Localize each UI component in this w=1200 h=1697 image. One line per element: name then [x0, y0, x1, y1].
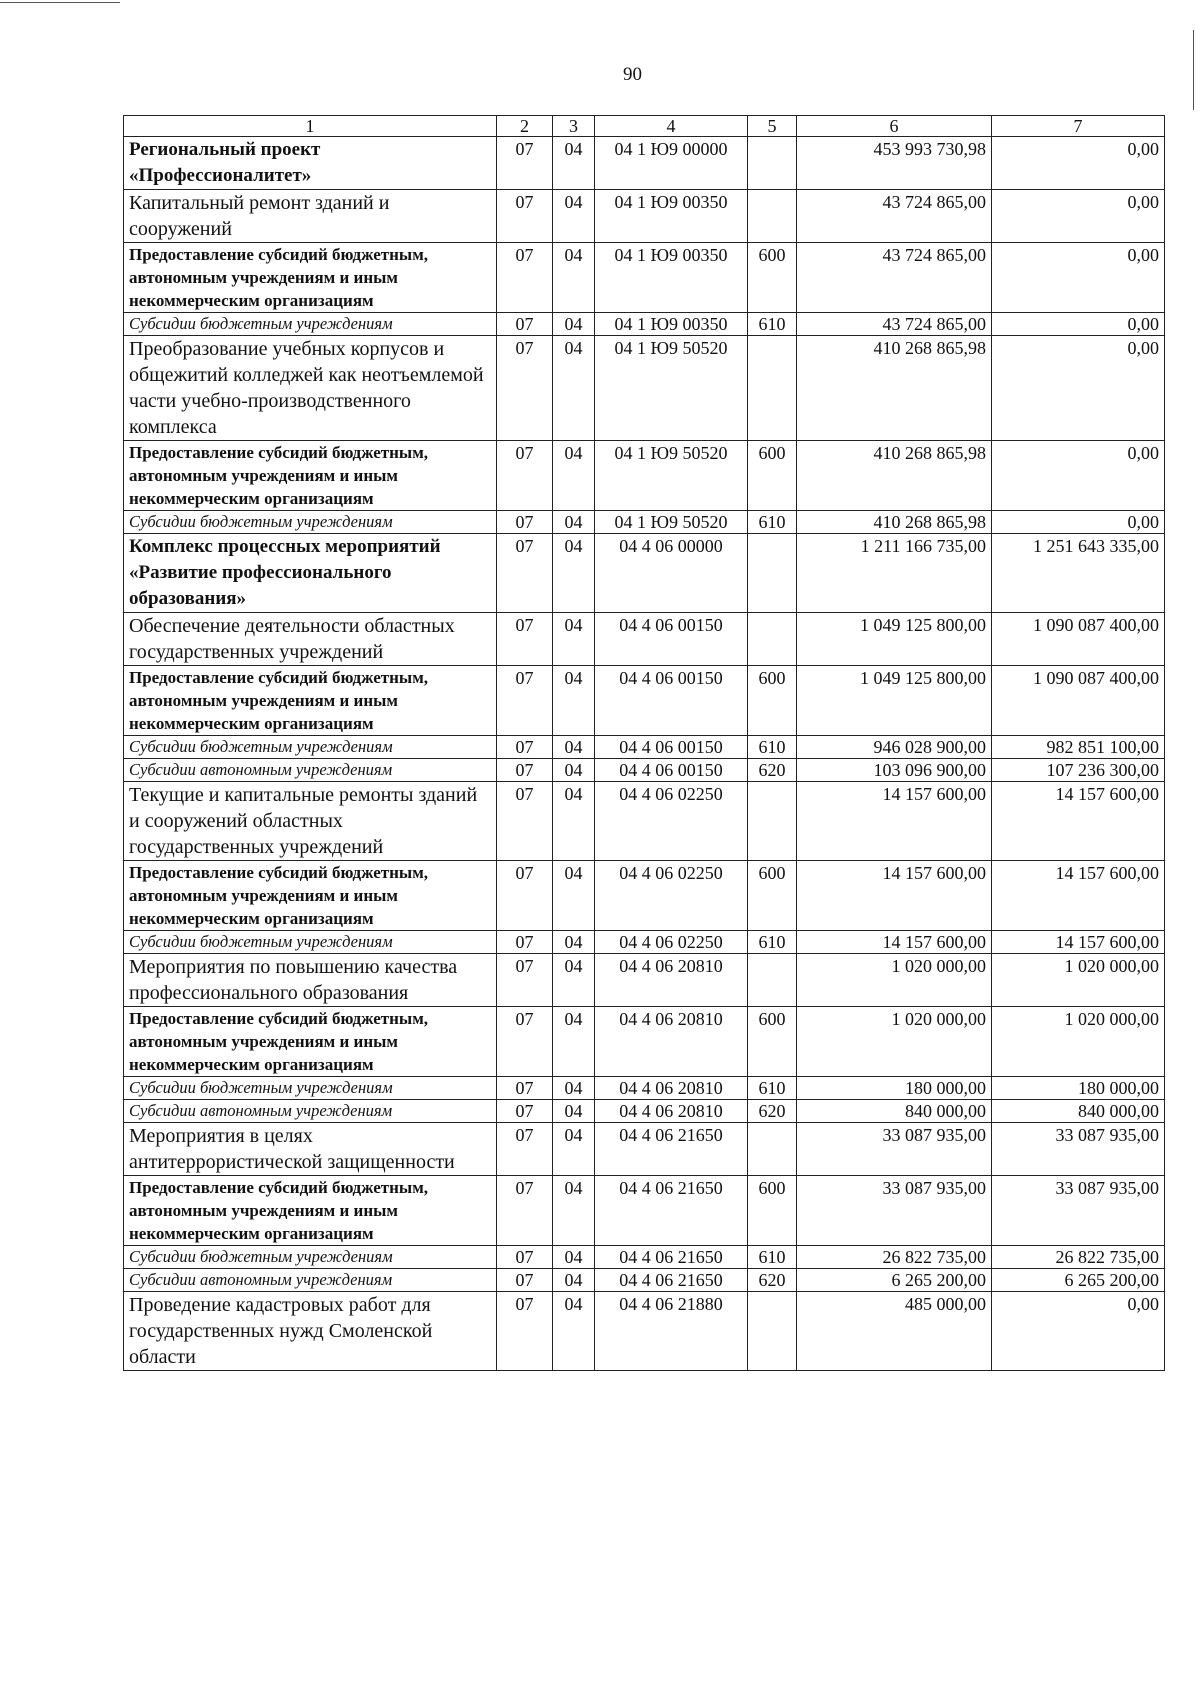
- section-code-cell: 07: [497, 190, 553, 243]
- table-row: [124, 511, 1165, 534]
- table-body: [124, 137, 1165, 1371]
- amount-cell: 1 020 000,00: [992, 1007, 1165, 1077]
- expense-type-cell: [748, 534, 797, 613]
- table-row: [124, 441, 1165, 511]
- amount-cell: 180 000,00: [797, 1077, 992, 1100]
- subsection-code-cell: 04: [553, 861, 595, 931]
- expense-type-cell: 610: [748, 931, 797, 954]
- subsection-code-cell: 04: [553, 954, 595, 1007]
- amount-cell: 410 268 865,98: [797, 336, 992, 441]
- amount-cell: 33 087 935,00: [797, 1176, 992, 1246]
- row-name-cell: Предоставление субсидий бюджетным, автономным учреждениям и иным некоммерческим организациям: [124, 441, 497, 511]
- amount-cell: 1 020 000,00: [992, 954, 1165, 1007]
- amount-cell: 0,00: [992, 511, 1165, 534]
- amount-cell: 1 049 125 800,00: [797, 666, 992, 736]
- target-article-cell: 04 1 Ю9 00350: [595, 190, 748, 243]
- target-article-cell: 04 4 06 21650: [595, 1269, 748, 1292]
- amount-cell: 107 236 300,00: [992, 759, 1165, 782]
- column-header: 6: [797, 116, 992, 137]
- amount-cell: 14 157 600,00: [992, 931, 1165, 954]
- section-code-cell: 07: [497, 666, 553, 736]
- subsection-code-cell: 04: [553, 313, 595, 336]
- section-code-cell: 07: [497, 1100, 553, 1123]
- row-name-cell: Мероприятия по повышению качества профессионального образования: [124, 954, 497, 1007]
- row-name-cell: Субсидии бюджетным учреждениям: [124, 736, 497, 759]
- expense-type-cell: 610: [748, 1246, 797, 1269]
- table-row: [124, 137, 1165, 190]
- expense-type-cell: [748, 782, 797, 861]
- subsection-code-cell: 04: [553, 1100, 595, 1123]
- target-article-cell: 04 1 Ю9 00000: [595, 137, 748, 190]
- section-code-cell: 07: [497, 1176, 553, 1246]
- target-article-cell: 04 4 06 20810: [595, 1077, 748, 1100]
- target-article-cell: 04 4 06 02250: [595, 861, 748, 931]
- expense-type-cell: [748, 1123, 797, 1176]
- column-header: 4: [595, 116, 748, 137]
- section-code-cell: 07: [497, 1007, 553, 1077]
- row-name-cell: Капитальный ремонт зданий и сооружений: [124, 190, 497, 243]
- expense-type-cell: 600: [748, 441, 797, 511]
- table-row: [124, 666, 1165, 736]
- subsection-code-cell: 04: [553, 1123, 595, 1176]
- section-code-cell: 07: [497, 441, 553, 511]
- amount-cell: 982 851 100,00: [992, 736, 1165, 759]
- subsection-code-cell: 04: [553, 759, 595, 782]
- subsection-code-cell: 04: [553, 736, 595, 759]
- amount-cell: 0,00: [992, 313, 1165, 336]
- table-row: [124, 1007, 1165, 1077]
- section-code-cell: 07: [497, 313, 553, 336]
- amount-cell: 0,00: [992, 190, 1165, 243]
- amount-cell: 6 265 200,00: [797, 1269, 992, 1292]
- amount-cell: 26 822 735,00: [797, 1246, 992, 1269]
- row-name-cell: Субсидии автономным учреждениям: [124, 759, 497, 782]
- section-code-cell: 07: [497, 1292, 553, 1371]
- amount-cell: 14 157 600,00: [992, 782, 1165, 861]
- amount-cell: 33 087 935,00: [797, 1123, 992, 1176]
- amount-cell: 0,00: [992, 441, 1165, 511]
- subsection-code-cell: 04: [553, 613, 595, 666]
- target-article-cell: 04 4 06 20810: [595, 1100, 748, 1123]
- amount-cell: 840 000,00: [992, 1100, 1165, 1123]
- table-row: [124, 861, 1165, 931]
- page-number: 90: [623, 64, 642, 85]
- amount-cell: 1 090 087 400,00: [992, 613, 1165, 666]
- row-name-cell: Субсидии бюджетным учреждениям: [124, 1077, 497, 1100]
- expense-type-cell: 620: [748, 1100, 797, 1123]
- target-article-cell: 04 1 Ю9 00350: [595, 313, 748, 336]
- section-code-cell: 07: [497, 243, 553, 313]
- table-row: [124, 736, 1165, 759]
- table-row: [124, 1292, 1165, 1371]
- column-header: 7: [992, 116, 1165, 137]
- section-code-cell: 07: [497, 534, 553, 613]
- row-name-cell: Региональный проект «Профессионалитет»: [124, 137, 497, 190]
- target-article-cell: 04 4 06 00150: [595, 613, 748, 666]
- subsection-code-cell: 04: [553, 511, 595, 534]
- amount-cell: 43 724 865,00: [797, 313, 992, 336]
- subsection-code-cell: 04: [553, 1176, 595, 1246]
- expense-type-cell: 600: [748, 1176, 797, 1246]
- row-name-cell: Предоставление субсидий бюджетным, автономным учреждениям и иным некоммерческим организациям: [124, 666, 497, 736]
- amount-cell: 1 251 643 335,00: [992, 534, 1165, 613]
- subsection-code-cell: 04: [553, 1077, 595, 1100]
- target-article-cell: 04 4 06 00000: [595, 534, 748, 613]
- amount-cell: 33 087 935,00: [992, 1176, 1165, 1246]
- table-row: [124, 336, 1165, 441]
- column-header: 1: [124, 116, 497, 137]
- target-article-cell: 04 4 06 20810: [595, 954, 748, 1007]
- target-article-cell: 04 4 06 02250: [595, 931, 748, 954]
- subsection-code-cell: 04: [553, 1292, 595, 1371]
- table-row: [124, 243, 1165, 313]
- expense-type-cell: 600: [748, 243, 797, 313]
- subsection-code-cell: 04: [553, 534, 595, 613]
- table-row: [124, 534, 1165, 613]
- section-code-cell: 07: [497, 1123, 553, 1176]
- scan-edge-mark: [0, 2, 120, 3]
- subsection-code-cell: 04: [553, 243, 595, 313]
- budget-table: [123, 115, 1165, 1371]
- row-name-cell: Проведение кадастровых работ для государственных нужд Смоленской области: [124, 1292, 497, 1371]
- section-code-cell: 07: [497, 736, 553, 759]
- amount-cell: 43 724 865,00: [797, 243, 992, 313]
- amount-cell: 14 157 600,00: [797, 782, 992, 861]
- table-row: [124, 1123, 1165, 1176]
- row-name-cell: Обеспечение деятельности областных государственных учреждений: [124, 613, 497, 666]
- target-article-cell: 04 4 06 20810: [595, 1007, 748, 1077]
- section-code-cell: 07: [497, 759, 553, 782]
- expense-type-cell: 610: [748, 511, 797, 534]
- row-name-cell: Комплекс процессных мероприятий «Развитие профессионального образования»: [124, 534, 497, 613]
- subsection-code-cell: 04: [553, 336, 595, 441]
- amount-cell: 180 000,00: [992, 1077, 1165, 1100]
- amount-cell: 1 211 166 735,00: [797, 534, 992, 613]
- expense-type-cell: [748, 336, 797, 441]
- row-name-cell: Преобразование учебных корпусов и общежитий колледжей как неотъемлемой части учебно-производственного комплекса: [124, 336, 497, 441]
- target-article-cell: 04 4 06 00150: [595, 759, 748, 782]
- column-header: 3: [553, 116, 595, 137]
- expense-type-cell: [748, 190, 797, 243]
- section-code-cell: 07: [497, 1246, 553, 1269]
- target-article-cell: 04 4 06 02250: [595, 782, 748, 861]
- amount-cell: 0,00: [992, 137, 1165, 190]
- table-row: [124, 1246, 1165, 1269]
- target-article-cell: 04 4 06 21650: [595, 1176, 748, 1246]
- expense-type-cell: 600: [748, 666, 797, 736]
- row-name-cell: Субсидии автономным учреждениям: [124, 1100, 497, 1123]
- expense-type-cell: [748, 1292, 797, 1371]
- target-article-cell: 04 1 Ю9 50520: [595, 336, 748, 441]
- amount-cell: 453 993 730,98: [797, 137, 992, 190]
- table-row: [124, 954, 1165, 1007]
- target-article-cell: 04 4 06 00150: [595, 666, 748, 736]
- amount-cell: 33 087 935,00: [992, 1123, 1165, 1176]
- subsection-code-cell: 04: [553, 1007, 595, 1077]
- subsection-code-cell: 04: [553, 666, 595, 736]
- section-code-cell: 07: [497, 336, 553, 441]
- row-name-cell: Субсидии бюджетным учреждениям: [124, 931, 497, 954]
- table-row: [124, 190, 1165, 243]
- row-name-cell: Предоставление субсидий бюджетным, автономным учреждениям и иным некоммерческим организациям: [124, 1007, 497, 1077]
- subsection-code-cell: 04: [553, 1269, 595, 1292]
- target-article-cell: 04 1 Ю9 00350: [595, 243, 748, 313]
- table-row: [124, 782, 1165, 861]
- expense-type-cell: 610: [748, 1077, 797, 1100]
- column-header: 2: [497, 116, 553, 137]
- amount-cell: 485 000,00: [797, 1292, 992, 1371]
- table-row: [124, 1077, 1165, 1100]
- row-name-cell: Субсидии бюджетным учреждениям: [124, 511, 497, 534]
- subsection-code-cell: 04: [553, 441, 595, 511]
- table-row: [124, 1100, 1165, 1123]
- row-name-cell: Предоставление субсидий бюджетным, автономным учреждениям и иным некоммерческим организациям: [124, 1176, 497, 1246]
- row-name-cell: Предоставление субсидий бюджетным, автономным учреждениям и иным некоммерческим организациям: [124, 243, 497, 313]
- row-name-cell: Мероприятия в целях антитеррористической защищенности: [124, 1123, 497, 1176]
- amount-cell: 14 157 600,00: [797, 931, 992, 954]
- section-code-cell: 07: [497, 782, 553, 861]
- subsection-code-cell: 04: [553, 782, 595, 861]
- amount-cell: 0,00: [992, 336, 1165, 441]
- amount-cell: 1 090 087 400,00: [992, 666, 1165, 736]
- amount-cell: 1 049 125 800,00: [797, 613, 992, 666]
- target-article-cell: 04 1 Ю9 50520: [595, 511, 748, 534]
- row-name-cell: Текущие и капитальные ремонты зданий и сооружений областных государственных учреждений: [124, 782, 497, 861]
- table-row: [124, 613, 1165, 666]
- amount-cell: 946 028 900,00: [797, 736, 992, 759]
- row-name-cell: Субсидии бюджетным учреждениям: [124, 313, 497, 336]
- amount-cell: 840 000,00: [797, 1100, 992, 1123]
- table-header-row: [124, 116, 1165, 137]
- amount-cell: 14 157 600,00: [992, 861, 1165, 931]
- table-row: [124, 1176, 1165, 1246]
- amount-cell: 410 268 865,98: [797, 441, 992, 511]
- target-article-cell: 04 4 06 21650: [595, 1246, 748, 1269]
- table-row: [124, 313, 1165, 336]
- target-article-cell: 04 4 06 21880: [595, 1292, 748, 1371]
- amount-cell: 0,00: [992, 1292, 1165, 1371]
- subsection-code-cell: 04: [553, 931, 595, 954]
- amount-cell: 410 268 865,98: [797, 511, 992, 534]
- section-code-cell: 07: [497, 954, 553, 1007]
- target-article-cell: 04 1 Ю9 50520: [595, 441, 748, 511]
- amount-cell: 1 020 000,00: [797, 1007, 992, 1077]
- subsection-code-cell: 04: [553, 190, 595, 243]
- amount-cell: 26 822 735,00: [992, 1246, 1165, 1269]
- table-row: [124, 931, 1165, 954]
- column-header: 5: [748, 116, 797, 137]
- expense-type-cell: [748, 137, 797, 190]
- expense-type-cell: 610: [748, 736, 797, 759]
- amount-cell: 103 096 900,00: [797, 759, 992, 782]
- amount-cell: 6 265 200,00: [992, 1269, 1165, 1292]
- section-code-cell: 07: [497, 861, 553, 931]
- expense-type-cell: 620: [748, 759, 797, 782]
- section-code-cell: 07: [497, 511, 553, 534]
- target-article-cell: 04 4 06 00150: [595, 736, 748, 759]
- subsection-code-cell: 04: [553, 137, 595, 190]
- expense-type-cell: 600: [748, 861, 797, 931]
- amount-cell: 14 157 600,00: [797, 861, 992, 931]
- subsection-code-cell: 04: [553, 1246, 595, 1269]
- section-code-cell: 07: [497, 137, 553, 190]
- section-code-cell: 07: [497, 613, 553, 666]
- section-code-cell: 07: [497, 1077, 553, 1100]
- amount-cell: 43 724 865,00: [797, 190, 992, 243]
- expense-type-cell: 600: [748, 1007, 797, 1077]
- expense-type-cell: 620: [748, 1269, 797, 1292]
- row-name-cell: Субсидии автономным учреждениям: [124, 1269, 497, 1292]
- amount-cell: 0,00: [992, 243, 1165, 313]
- expense-type-cell: [748, 613, 797, 666]
- amount-cell: 1 020 000,00: [797, 954, 992, 1007]
- table-row: [124, 1269, 1165, 1292]
- section-code-cell: 07: [497, 931, 553, 954]
- row-name-cell: Предоставление субсидий бюджетным, автономным учреждениям и иным некоммерческим организациям: [124, 861, 497, 931]
- section-code-cell: 07: [497, 1269, 553, 1292]
- table-row: [124, 759, 1165, 782]
- expense-type-cell: [748, 954, 797, 1007]
- row-name-cell: Субсидии бюджетным учреждениям: [124, 1246, 497, 1269]
- target-article-cell: 04 4 06 21650: [595, 1123, 748, 1176]
- expense-type-cell: 610: [748, 313, 797, 336]
